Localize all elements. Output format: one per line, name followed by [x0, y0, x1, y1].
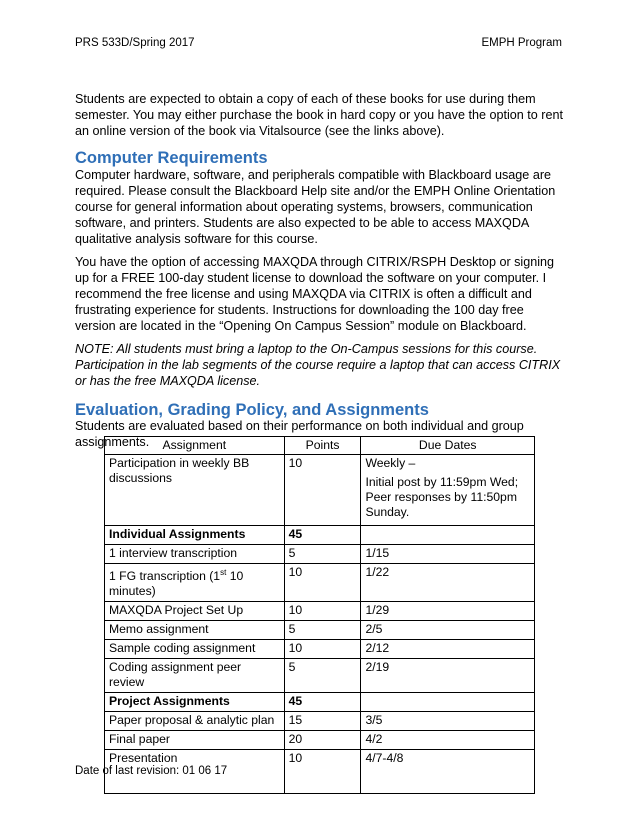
- maxqda-access-paragraph: You have the option of accessing MAXQDA through CITRIX/RSPH Desktop or signing up for a FREE 100-day student license to download the software on your computer. I recommend the free license and using MAXQDA via CITRIX is often a difficult and frustrating experience for students. Instructions for downloading the 100 day free version are located in the “Opening On Campus Session” module on Blackboard.: [75, 255, 555, 333]
- due-date-cell: 1/22: [361, 564, 535, 602]
- assignment-cell: Sample coding assignment: [105, 640, 285, 659]
- computer-requirements-paragraph: Computer hardware, software, and peripherals compatible with Blackboard usage are required. Please consult the Blackboard Help site and/or the EMPH Online Orientation course for general information about operating systems, browsers, communication software, and printers. Students are also expected to be able to access MAXQDA qualitative analysis software for this course.: [75, 168, 556, 246]
- section-row-project: [105, 693, 535, 712]
- due-date-cell: 1/29: [361, 602, 535, 621]
- column-header-assignment: Assignment: [105, 437, 285, 455]
- due-date-cell: 2/19: [361, 659, 535, 693]
- books-paragraph: Students are expected to obtain a copy of each of these books for use during them semester. You may either purchase the book in hard copy or you have the option to rent an online version of the book via Vitalsource (see the links above).: [75, 92, 563, 138]
- points-cell: 10: [284, 602, 361, 621]
- due-date-cell: 3/5: [361, 712, 535, 731]
- table-row: [105, 640, 535, 659]
- points-cell: 10: [284, 750, 361, 794]
- table-row: [105, 602, 535, 621]
- points-cell: 10: [284, 455, 361, 526]
- points-cell: 15: [284, 712, 361, 731]
- table-row: [105, 731, 535, 750]
- assignment-cell: Paper proposal & analytic plan: [105, 712, 285, 731]
- assignment-cell: [105, 564, 285, 602]
- assignment-cell: 1 interview transcription: [105, 545, 285, 564]
- points-cell: 20: [284, 731, 361, 750]
- section-points: 45: [284, 526, 361, 545]
- table-row: [105, 659, 535, 693]
- section-points: 45: [284, 693, 361, 712]
- assignment-cell: Coding assignment peer review: [105, 659, 285, 693]
- assignments-table: [104, 436, 535, 794]
- column-header-points: Points: [284, 437, 361, 455]
- empty-cell: [361, 526, 535, 545]
- due-post-details: Initial post by 11:59pm Wed; Peer responses by 11:50pm Sunday.: [365, 475, 519, 519]
- points-cell: 10: [284, 640, 361, 659]
- points-cell: 5: [284, 621, 361, 640]
- due-weekly: Weekly –: [365, 456, 416, 470]
- assignment-cell: MAXQDA Project Set Up: [105, 602, 285, 621]
- table-row: [105, 564, 535, 602]
- due-date-cell: 2/12: [361, 640, 535, 659]
- table-row: [105, 455, 535, 526]
- points-cell: 5: [284, 545, 361, 564]
- running-header-course: PRS 533D/Spring 2017: [75, 37, 195, 49]
- evaluation-heading: Evaluation, Grading Policy, and Assignments: [75, 401, 429, 419]
- due-date-cell: 2/5: [361, 621, 535, 640]
- table-header-row: [105, 437, 535, 455]
- table-row: [105, 621, 535, 640]
- assignment-cell: Presentation: [105, 750, 285, 794]
- points-cell: 10: [284, 564, 361, 602]
- due-date-cell: 1/15: [361, 545, 535, 564]
- section-label: Project Assignments: [105, 693, 285, 712]
- due-date-cell: [361, 455, 535, 526]
- assignment-cell: Final paper: [105, 731, 285, 750]
- laptop-note: NOTE: All students must bring a laptop to the On-Campus sessions for this course. Participation in the lab segments of the course require a laptop that can access CITRIX or has the free MAXQDA license.: [75, 342, 561, 388]
- due-date-cell: 4/2: [361, 731, 535, 750]
- revision-date: Date of last revision: 01 06 17: [75, 765, 228, 777]
- empty-cell: [361, 693, 535, 712]
- table-row: [105, 712, 535, 731]
- due-date-cell: 4/7-4/8: [361, 750, 535, 794]
- running-header-program: EMPH Program: [481, 37, 562, 49]
- computer-requirements-heading: Computer Requirements: [75, 149, 268, 167]
- fg-transcription-text: 1 FG transcription (1st 10 minutes): [109, 568, 244, 599]
- points-cell: 5: [284, 659, 361, 693]
- table-row: [105, 545, 535, 564]
- section-row-individual: [105, 526, 535, 545]
- evaluation-intro: Students are evaluated based on their performance on both individual and group assignments.: [75, 419, 524, 449]
- assignment-cell: Participation in weekly BB discussions: [105, 455, 285, 526]
- section-label: Individual Assignments: [105, 526, 285, 545]
- assignment-cell: Memo assignment: [105, 621, 285, 640]
- column-header-due-dates: Due Dates: [361, 437, 535, 455]
